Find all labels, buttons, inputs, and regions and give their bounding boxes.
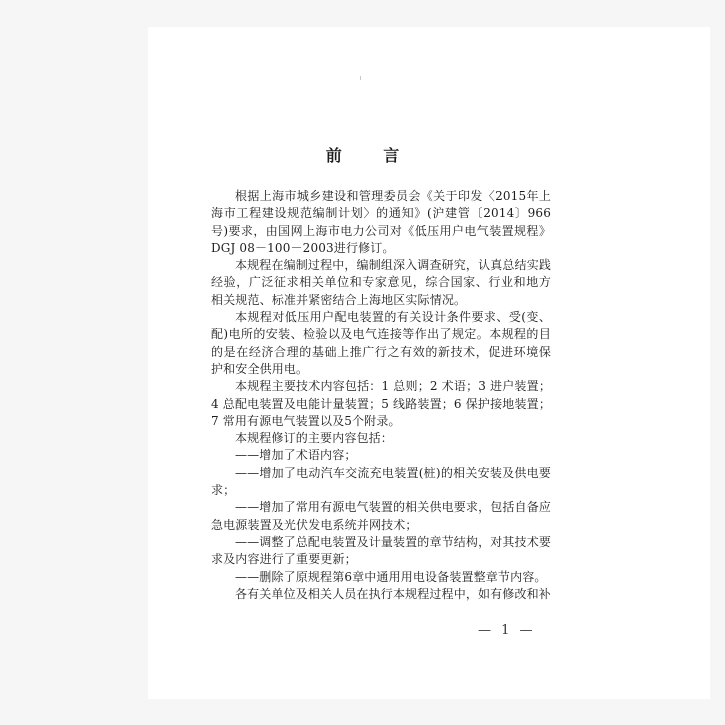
paragraph: 各有关单位及相关人员在执行本规程过程中，如有修改和补 — [235, 586, 551, 601]
list-item: ——调整了总配电装置及计量装置的章节结构，对其技术要求及内容进行了重要更新； — [211, 534, 551, 567]
list-item: ——增加了常用有源电气装置的相关供电要求，包括自备应急电源装置及光伏发电系统并网技术； — [211, 500, 551, 532]
body-text — [211, 188, 551, 603]
page-number: — 1 — — [478, 623, 536, 638]
list-item: ——增加了术语内容； — [235, 448, 357, 463]
list-item: ——删除了原规程第6章中通用用电设备装置整章节内容。 — [235, 569, 547, 584]
paragraph: 本规程在编制过程中，编制组深入调查研究，认真总结实践经验，广泛征求相关单位和专家意见，综合国家、行业和地方相关规范、标准并紧密结合上海地区实际情况。 — [211, 258, 551, 307]
list-item: ——增加了电动汽车交流充电装置(桩)的相关安装及供电要求； — [211, 465, 551, 498]
paragraph: 根据上海市城乡建设和管理委员会《关于印发〈2015年上海市工程建设规范编制计划〉的通知》(沪建管〔2014〕966号)要求，由国网上海市电力公司对《低压用户电气装置规程》DGJ 08－100－2003进行修订。 — [211, 189, 551, 255]
page-mark — [360, 76, 361, 80]
paragraph: 本规程修订的主要内容包括： — [235, 431, 393, 446]
paragraph: 本规程主要技术内容包括：1 总则；2 术语；3 进户装置；4 总配电装置及电能计量装置；5 线路装置；6 保护接地装置；7 常用有源电气装置以及5个附录。 — [211, 379, 551, 428]
page-title: 前 言 — [325, 146, 418, 165]
paragraph: 本规程对低压用户配电装置的有关设计条件要求、受(变、配)电所的安装、检验以及电气连接等作出了规定。本规程的目的是在经济合理的基础上推广行之有效的新技术，促进环境保护和安全供用电。 — [211, 310, 551, 376]
